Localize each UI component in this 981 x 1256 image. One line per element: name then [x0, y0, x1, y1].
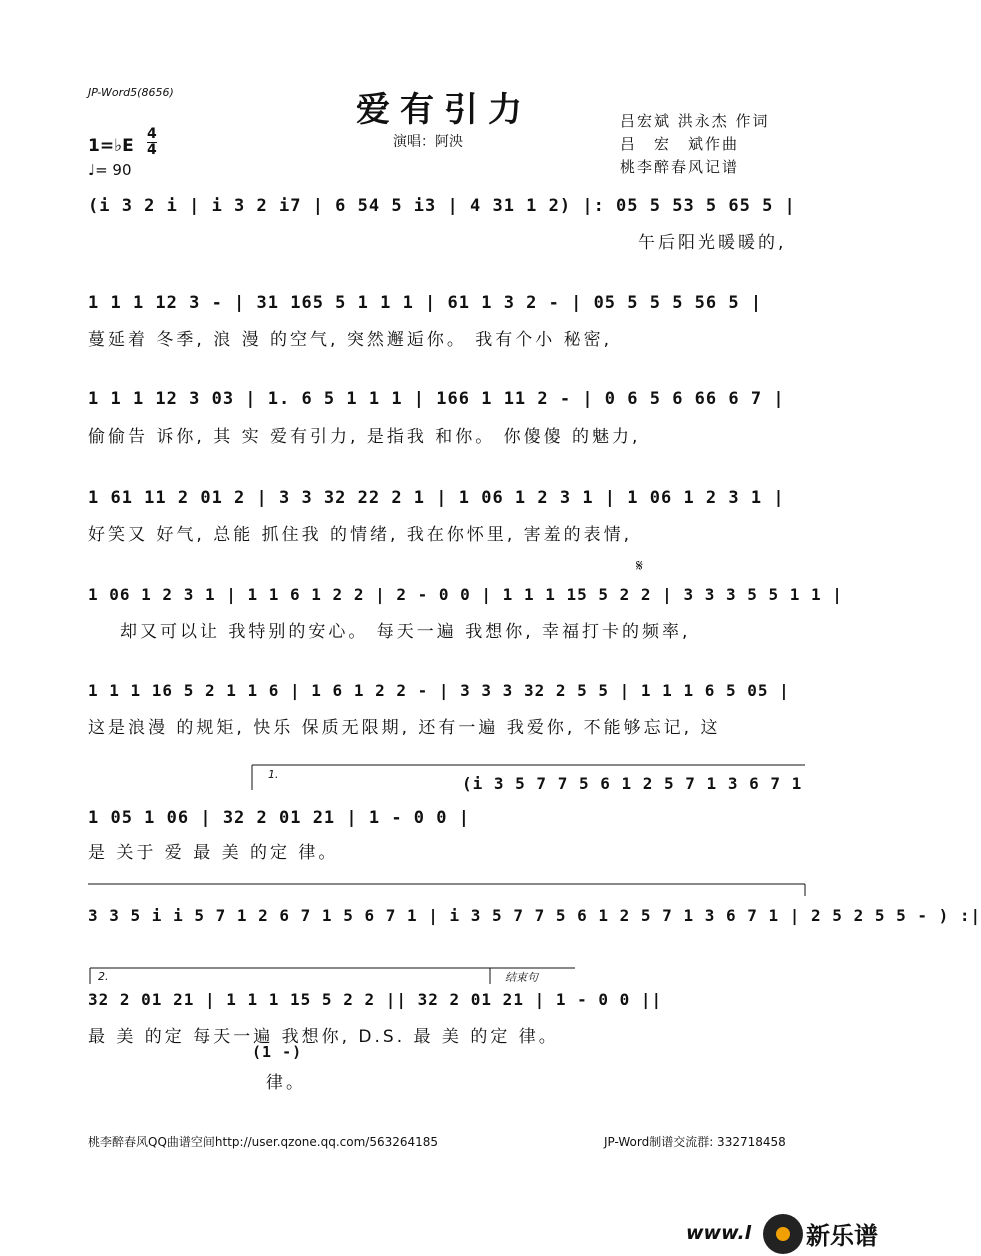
song-title: 爱有引力 [356, 90, 532, 130]
lyric-line-7: 是 关于 爱 最 美 的定 律。 [88, 843, 339, 863]
time-bottom: 4 [147, 142, 157, 158]
lyric-line-3: 偷偷告 诉你, 其 实 爱有引力, 是指我 和你。 你傻傻 的魅力, [88, 427, 641, 447]
lyric-line-5: 却又可以让 我特别的安心。 每天一遍 我想你, 幸福打卡的频率, [120, 622, 691, 642]
software-label: JP-Word5(8656) [88, 86, 174, 99]
notation-line-3: 1 1 1 12 3 03 | 1. 6 5 1 1 1 | 166 1 11 2 - | 0 6 5 6 66 6 7 | [88, 389, 785, 409]
segno-sign: 𝄋 [636, 556, 643, 575]
transcriber-credit: 桃李醉春风记谱 [620, 158, 740, 176]
tempo-mark: ♩= 90 [88, 161, 132, 179]
logo-url: www.l [686, 1222, 752, 1244]
notation-line-9: 32 2 01 21 | 1 1 1 15 5 2 2 || 32 2 01 21 | 1 - 0 0 || [88, 990, 663, 1009]
volta-1-label: 1. [268, 768, 279, 781]
logo-text: 新乐谱 [806, 1222, 878, 1250]
key-signature: 1=♭E [88, 136, 134, 156]
logo-disc-icon [763, 1214, 803, 1254]
time-top: 4 [147, 126, 157, 142]
notation-line-7: 1 05 1 06 | 32 2 01 21 | 1 - 0 0 | [88, 808, 470, 828]
lyric-line-6: 这是浪漫 的规矩, 快乐 保质无限期, 还有一遍 我爱你, 不能够忘记, 这 [88, 718, 721, 738]
lyricist-credit: 吕宏斌 洪永杰 作词 [620, 112, 770, 130]
notation-line-8: 3 3 5 i i 5 7 1 2 6 7 1 5 6 7 1 | i 3 5 7 7 5 6 1 2 5 7 1 3 6 7 1 | 2 5 2 5 5 - ) :| [88, 906, 981, 925]
singer-label: 演唱：阿泱 [393, 134, 463, 150]
composer-credit: 吕 宏 斌作曲 [620, 135, 740, 153]
footer-left: 桃李醉春风QQ曲谱空间http://user.qzone.qq.com/563264185 [88, 1135, 439, 1149]
volta-2-label: 2. [98, 970, 109, 983]
lyric-line-9: 最 美 的定 每天一遍 我想你, D.S. 最 美 的定 律。 [88, 1027, 559, 1047]
alternate-ending-lyric: 律。 [266, 1073, 306, 1093]
alternate-ending-notes: (1 -) [252, 1043, 303, 1061]
footer-right: JP-Word制谱交流群: 332718458 [604, 1135, 786, 1149]
notation-line-7-upper: (i 3 5 7 7 5 6 1 2 5 7 1 3 6 7 1 [462, 774, 803, 793]
coda-label: 结束句 [505, 971, 538, 984]
notation-line-1: (i 3 2 i | i 3 2 i7 | 6 54 5 i3 | 4 31 1 2) |: 05 5 53 5 65 5 | [88, 196, 796, 216]
notation-line-2: 1 1 1 12 3 - | 31 165 5 1 1 1 | 61 1 3 2 - | 05 5 5 5 56 5 | [88, 293, 763, 313]
notation-line-5: 1 06 1 2 3 1 | 1 1 6 1 2 2 | 2 - 0 0 | 1 1 1 15 5 2 2 | 3 3 3 5 5 1 1 | [88, 585, 843, 604]
notation-line-4: 1 61 11 2 01 2 | 3 3 32 22 2 1 | 1 06 1 2 3 1 | 1 06 1 2 3 1 | [88, 488, 785, 508]
lyric-line-2: 蔓延着 冬季, 浪 漫 的空气, 突然邂逅你。 我有个小 秘密, [88, 330, 613, 350]
notation-line-6: 1 1 1 16 5 2 1 1 6 | 1 6 1 2 2 - | 3 3 3 32 2 5 5 | 1 1 1 6 5 05 | [88, 681, 790, 700]
lyric-line-1: 午后阳光暖暖的, [638, 233, 787, 253]
lyric-line-4: 好笑又 好气, 总能 抓住我 的情绪, 我在你怀里, 害羞的表情, [88, 525, 633, 545]
